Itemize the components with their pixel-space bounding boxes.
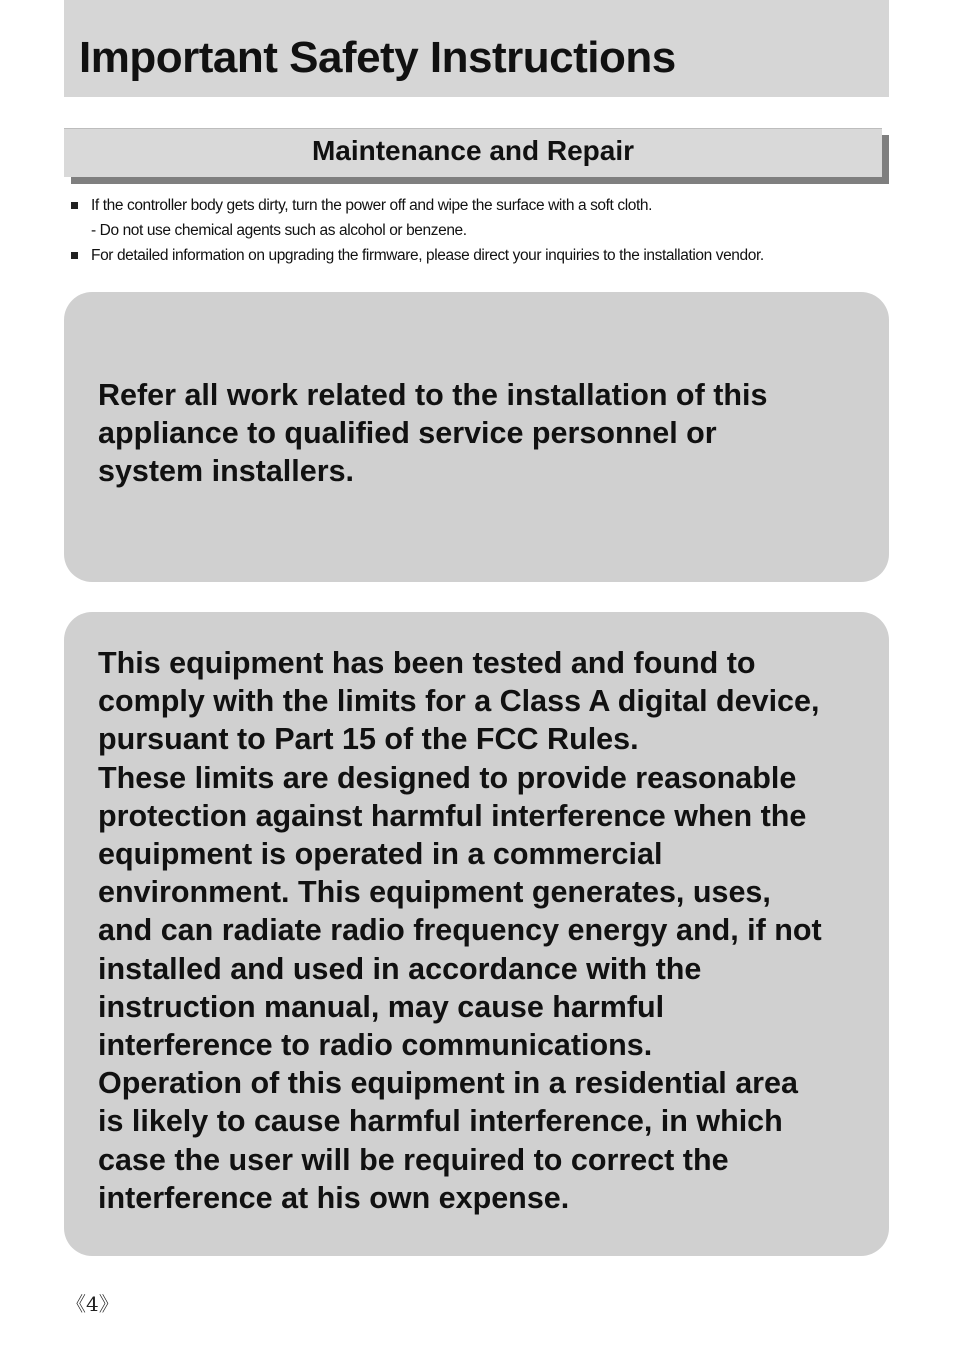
notice-line: and can radiate radio frequency energy and, if not xyxy=(98,913,822,948)
list-item xyxy=(70,193,890,218)
notice-line: system installers. xyxy=(98,454,355,489)
page-number: 《4》 xyxy=(66,1292,119,1316)
notice-line: Refer all work related to the installation of this xyxy=(98,378,768,412)
bullet-list xyxy=(70,193,890,268)
notice-line: instruction manual, may cause harmful xyxy=(98,989,665,1024)
notice-line: pursuant to Part 15 of the FCC Rules. xyxy=(98,722,639,757)
notice-line: installed and used in accordance with the xyxy=(98,951,702,986)
notice-line: protection against harmful interference when the xyxy=(98,798,807,833)
fcc-notice-text xyxy=(98,644,868,1217)
section-title: Maintenance and Repair xyxy=(311,135,635,166)
page-title: Important Safety Instructions xyxy=(79,33,676,82)
installation-notice-text xyxy=(98,376,868,491)
notice-line: interference at his own expense. xyxy=(98,1180,570,1215)
notice-line: environment. This equipment generates, uses, xyxy=(98,875,771,910)
notice-line: These limits are designed to provide reasonable xyxy=(98,760,797,795)
installation-notice-box xyxy=(64,292,889,582)
square-bullet-icon xyxy=(71,252,78,259)
notice-line: appliance to qualified service personnel or xyxy=(98,416,717,451)
fcc-notice-box xyxy=(64,612,889,1256)
notice-line: comply with the limits for a Class A digital device, xyxy=(98,684,820,719)
square-bullet-icon xyxy=(71,202,78,209)
section-header xyxy=(64,128,882,177)
bullet-text: If the controller body gets dirty, turn the power off and wipe the surface with a soft cloth. xyxy=(91,197,653,214)
notice-line: case the user will be required to correct the xyxy=(98,1142,729,1177)
notice-line: Operation of this equipment in a residential area xyxy=(98,1066,798,1101)
bullet-text: For detailed information on upgrading the firmware, please direct your inquiries to the installation vendor. xyxy=(91,247,764,264)
notice-line: equipment is operated in a commercial xyxy=(98,837,663,872)
title-banner xyxy=(64,0,889,97)
list-item xyxy=(70,243,890,268)
notice-line: interference to radio communications. xyxy=(98,1028,653,1063)
sub-note: - Do not use chemical agents such as alcohol or benzene. xyxy=(91,222,467,239)
notice-line: is likely to cause harmful interference, in which xyxy=(98,1104,783,1139)
notice-line: This equipment has been tested and found to xyxy=(98,646,756,680)
